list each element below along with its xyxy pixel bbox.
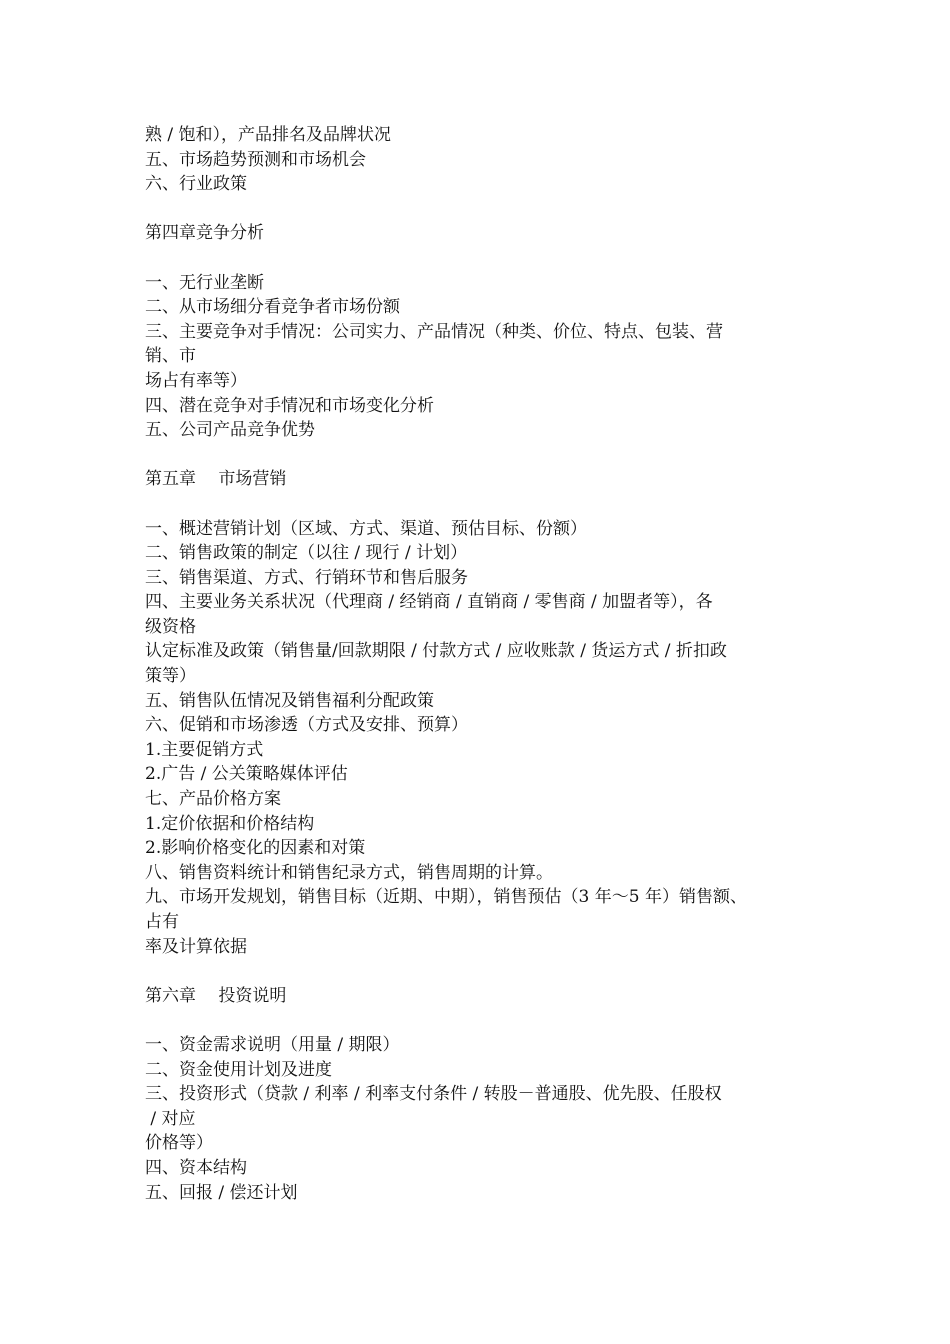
text-line: 一、资金需求说明（用量 / 期限）	[145, 1034, 400, 1055]
text-line: 二、从市场细分看竞争者市场份额	[145, 297, 400, 318]
text-line: 四、主要业务关系状况（代理商 / 经销商 / 直销商 / 零售商 / 加盟者等），各	[145, 592, 713, 613]
text-line: 率及计算依据	[145, 936, 247, 957]
text-line: 六、促销和市场渗透（方式及安排、预算）	[145, 715, 468, 736]
text-line: 第五章 市场营销	[145, 469, 287, 490]
text-line: 三、销售渠道、方式、行销环节和售后服务	[145, 567, 468, 588]
text-line: 价格等）	[145, 1133, 213, 1154]
text-line: 六、行业政策	[145, 174, 247, 195]
text-line: 占有	[145, 912, 179, 932]
blank-line	[145, 246, 835, 271]
blank-line	[145, 443, 835, 468]
text-line: 第六章 投资说明	[145, 985, 287, 1006]
text-line: 五、回报 / 偿还计划	[145, 1182, 298, 1203]
text-line: 认定标准及政策（销售量/回款期限 / 付款方式 / 应收账款 / 货运方式 / 折扣政	[145, 641, 727, 662]
text-line: 二、销售政策的制定（以往 / 现行 / 计划）	[145, 543, 468, 564]
text-line: 级资格	[145, 616, 196, 637]
blank-line	[145, 959, 835, 984]
text-line: 四、资本结构	[145, 1157, 247, 1178]
text-line: 1.主要促销方式	[145, 739, 264, 760]
text-line: 场占有率等）	[145, 370, 247, 391]
blank-line	[145, 197, 835, 222]
blank-line	[145, 1008, 835, 1033]
text-line: 2.广告 / 公关策略媒体评估	[145, 764, 348, 785]
text-line: 七、产品价格方案	[145, 789, 281, 810]
text-line: 九、市场开发规划，销售目标（近期、中期），销售预估（3 年～5 年）销售额、	[145, 887, 747, 908]
text-line: 八、销售资料统计和销售纪录方式，销售周期的计算。	[145, 862, 553, 883]
text-line: 1.定价依据和价格结构	[145, 813, 315, 834]
text-line: 策等）	[145, 666, 196, 687]
text-line: 五、公司产品竞争优势	[145, 420, 315, 441]
text-line: 三、投资形式（贷款 / 利率 / 利率支付条件 / 转股－普通股、优先股、任股权	[145, 1084, 722, 1105]
blank-line	[145, 492, 835, 517]
text-line: 一、无行业垄断	[145, 272, 264, 293]
text-line: 三、主要竞争对手情况：公司实力、产品情况（种类、价位、特点、包装、营	[145, 321, 723, 342]
text-line: 2.影响价格变化的因素和对策	[145, 838, 366, 859]
text-line: 二、资金使用计划及进度	[145, 1059, 332, 1080]
text-line: 熟 / 饱和），产品排名及品牌状况	[145, 125, 392, 145]
text-line: 一、概述营销计划（区域、方式、渠道、预估目标、份额）	[145, 518, 587, 539]
text-line: 五、销售队伍情况及销售福利分配政策	[145, 690, 434, 711]
text-line: / 对应	[145, 1108, 196, 1129]
text-line: 五、市场趋势预测和市场机会	[145, 149, 366, 170]
text-line: 第四章竞争分析	[145, 223, 264, 244]
text-line: 销、市	[145, 346, 196, 367]
text-line: 四、潜在竞争对手情况和市场变化分析	[145, 395, 434, 416]
document-body	[145, 123, 835, 1205]
